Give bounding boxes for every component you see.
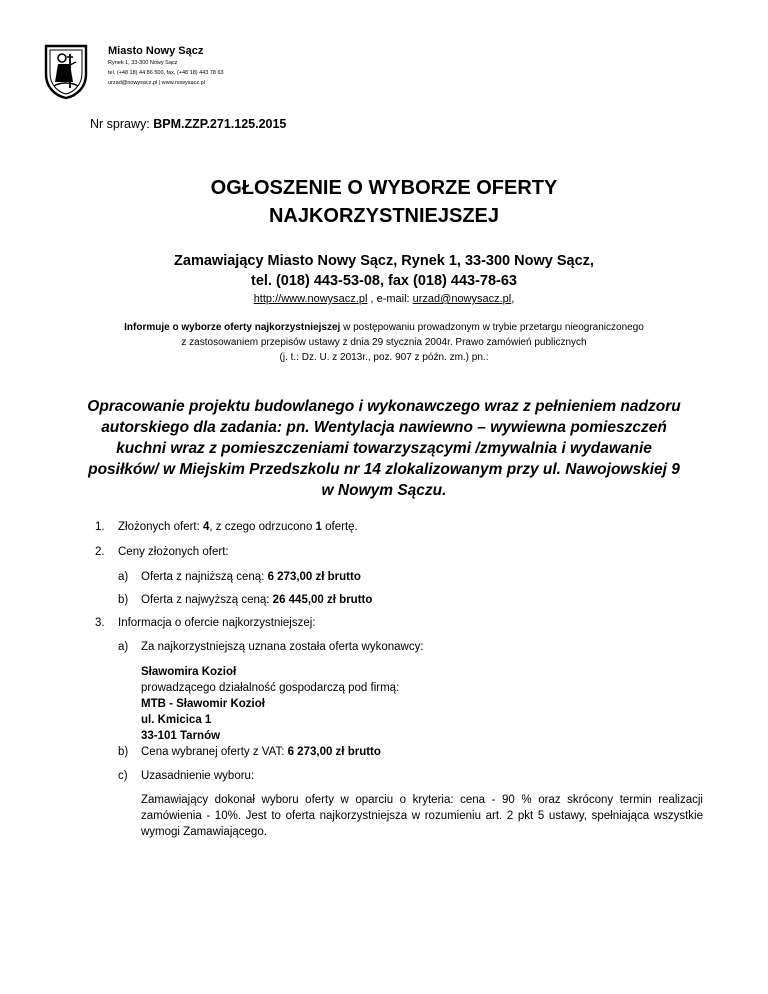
subject-line-2: autorskiego dla zadania: pn. Wentylacja nawiewno – wywiewna pomieszczeń <box>101 419 667 436</box>
contract-subject <box>60 396 708 501</box>
winner-intro: Za najkorzystniejszą uznana została oferta wykonawcy: <box>141 641 424 653</box>
winner-city: 33-101 Tarnów <box>141 730 221 742</box>
list-number: 3. <box>95 617 105 629</box>
winner-street: ul. Kmicica 1 <box>141 714 212 726</box>
prices-heading: Ceny złożonych ofert: <box>118 546 229 558</box>
letterhead-phones: tel. (+48 18) 44 86 500, fax. (+48 18) 443 78 63 <box>108 70 224 76</box>
case-number <box>90 117 286 131</box>
list-letter: a) <box>118 641 129 653</box>
selected-price-value: 6 273,00 zł brutto <box>287 746 381 758</box>
orderer-block <box>0 251 768 291</box>
subject-line-1: Opracowanie projektu budowlanego i wykonawczego wraz z pełnieniem nadzoru <box>87 398 681 415</box>
document-title <box>0 174 768 230</box>
lowest-price-label: Oferta z najniższą ceną: <box>141 571 268 583</box>
orderer-links <box>0 292 768 306</box>
informs-paragraph <box>60 320 708 365</box>
informs-line-1 <box>60 320 708 335</box>
list-letter: b) <box>118 746 129 758</box>
case-number-value: BPM.ZZP.271.125.2015 <box>153 117 287 131</box>
subject-line-3: kuchni wraz z pomieszczeniami towarzyszącymi /zmywalnia i wydawanie <box>116 440 652 457</box>
best-offer-heading: Informacja o ofercie najkorzystniejszej: <box>118 617 316 629</box>
highest-price-value: 26 445,00 zł brutto <box>272 594 373 606</box>
letterhead-name: Miasto Nowy Sącz <box>108 45 204 57</box>
selected-price-label: Cena wybranej oferty z VAT: <box>141 746 288 758</box>
offers-count-value: 4 <box>203 521 210 533</box>
highest-price-label: Oferta z najwyższą ceną: <box>141 594 273 606</box>
informs-line-2: z zastosowaniem przepisów ustawy z dnia 29 stycznia 2004r. Prawo zamówień publicznych <box>181 337 587 348</box>
orderer-line-2: tel. (018) 443-53-08, fax (018) 443-78-63 <box>251 273 517 289</box>
subject-line-4: posiłków/ w Miejskim Przedszkolu nr 14 zlokalizowanym przy ul. Nawojowskiej 9 <box>88 461 680 478</box>
letterhead-text <box>108 44 408 88</box>
winner-business: prowadzącego działalność gospodarczą pod firmą: <box>141 682 400 694</box>
email-suffix: , <box>511 293 515 305</box>
case-number-label: Nr sprawy: <box>90 117 154 131</box>
informs-line-1-rest: w postępowaniu prowadzonym w trybie przetargu nieograniczonego <box>340 322 644 333</box>
list-number: 2. <box>95 546 105 558</box>
title-line-2: NAJKORZYSTNIEJSZEJ <box>268 205 500 227</box>
offers-rejected-suffix: ofertę. <box>321 521 358 533</box>
list-letter: a) <box>118 571 129 583</box>
offers-rejected-label: , z czego odrzucono <box>209 521 316 533</box>
list-letter: b) <box>118 594 129 606</box>
letterhead-address: Rynek 1, 33-300 Nowy Sącz <box>108 60 178 66</box>
winner-name: Sławomira Kozioł <box>141 666 237 678</box>
informs-lead: Informuje o wyborze oferty najkorzystniejszej <box>124 322 341 333</box>
email-link[interactable]: urzad@nowysacz.pl <box>412 293 512 305</box>
list-letter: c) <box>118 770 128 782</box>
list-number: 1. <box>95 521 105 533</box>
informs-line-3: (j. t.: Dz. U. z 2013r., poz. 907 z późn. zm.) pn.: <box>279 352 489 363</box>
winner-firm: MTB - Sławomir Kozioł <box>141 698 265 710</box>
subject-line-5: w Nowym Sączu. <box>321 482 447 499</box>
orderer-line-1: Zamawiający Miasto Nowy Sącz, Rynek 1, 33-300 Nowy Sącz, <box>174 253 594 269</box>
lowest-price-value: 6 273,00 zł brutto <box>267 571 361 583</box>
winner-details <box>141 664 399 744</box>
letterhead-contacts: urzad@nowysacz.pl | www.nowysacz.pl <box>108 80 205 86</box>
website-link[interactable]: http://www.nowysacz.pl <box>253 293 368 305</box>
offers-rejected-value: 1 <box>315 521 322 533</box>
email-label: , e-mail: <box>367 293 413 305</box>
justification-text: Zamawiający dokonał wyboru oferty w oparciu o kryteria: cena - 90 % oraz skrócony termin realizacji zamówienia - 10%. Jest to oferta najkorzystniejsza w rozumieniu art. 2 pkt 5 ustawy, spełniająca wszystkie wymogi Zamawiającego. <box>141 794 703 838</box>
justification-heading: Uzasadnienie wyboru: <box>141 770 255 782</box>
title-line-1: OGŁOSZENIE O WYBORZE OFERTY <box>210 177 558 199</box>
offers-count-label: Złożonych ofert: <box>118 521 204 533</box>
city-crest-logo <box>40 42 92 100</box>
